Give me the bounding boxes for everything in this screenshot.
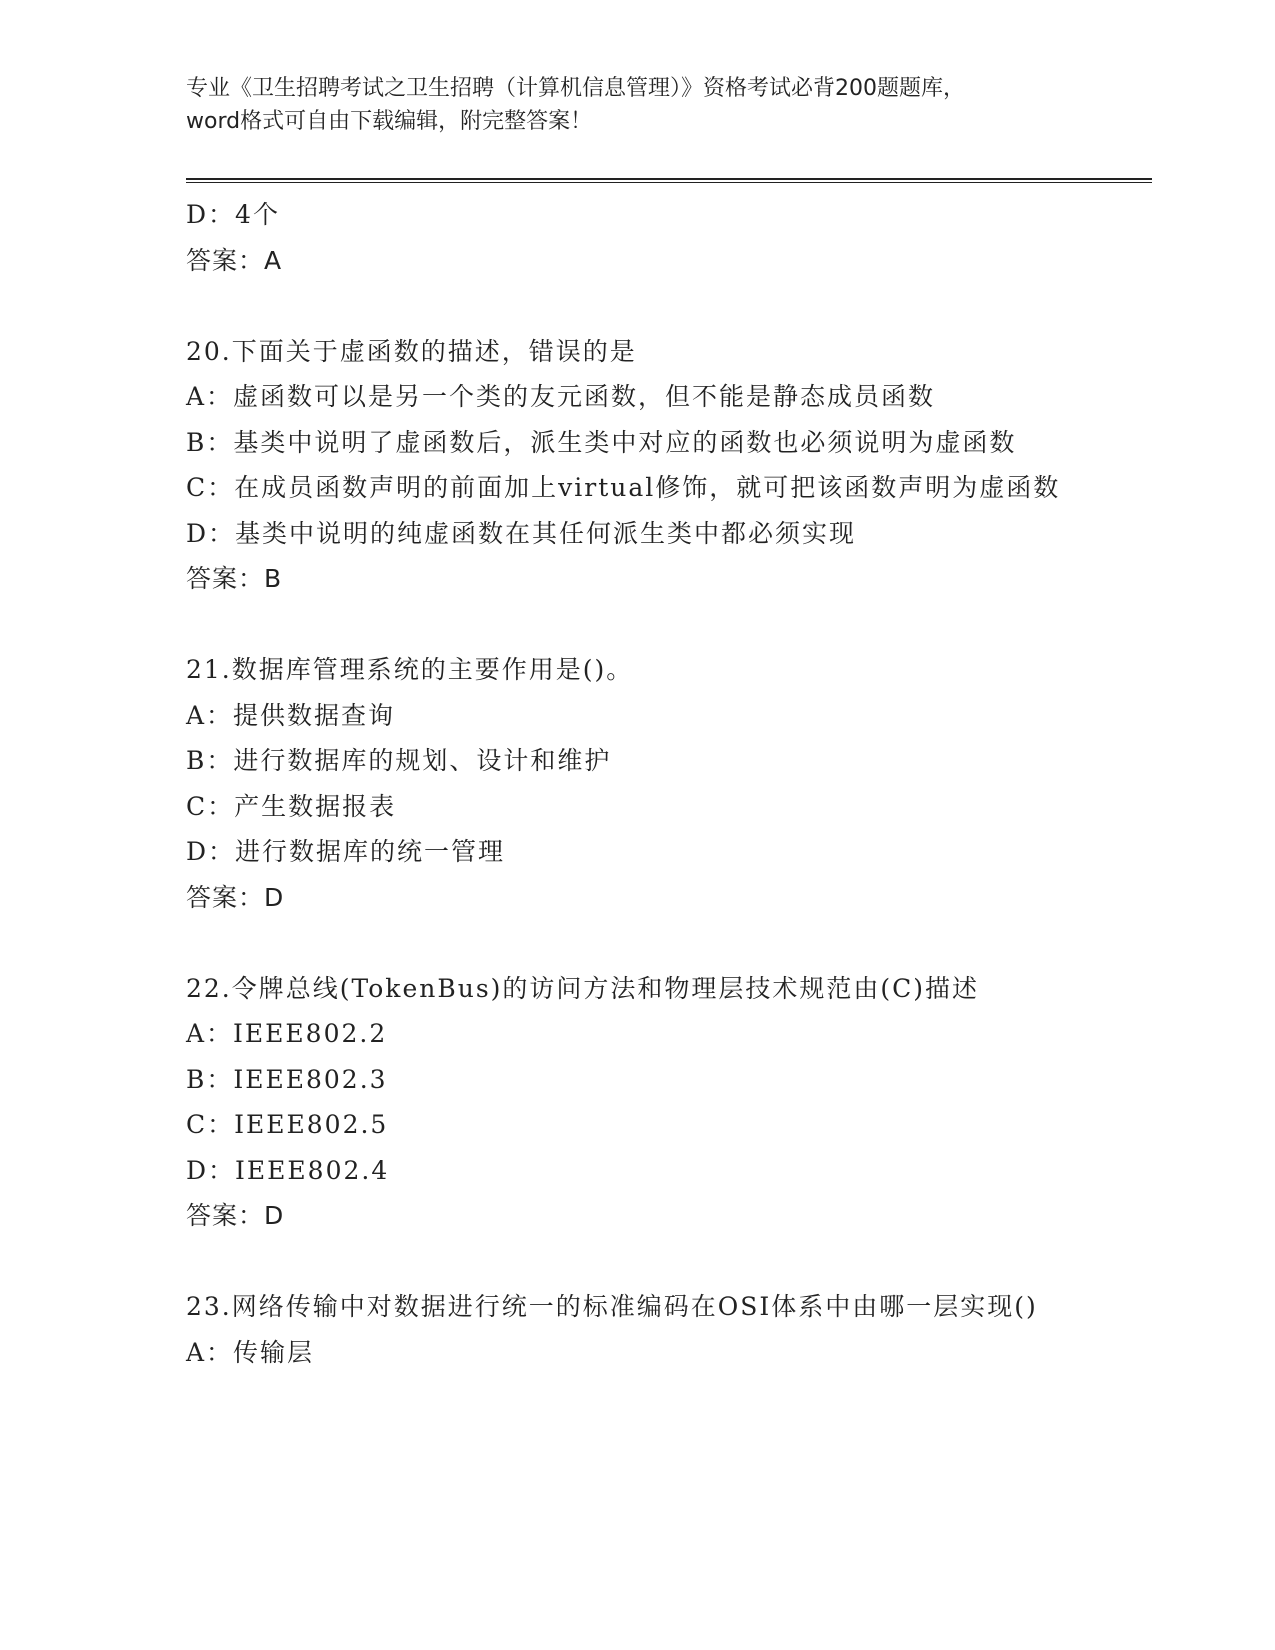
answer-line: 答案：A xyxy=(186,245,283,275)
option-d: D：基类中说明的纯虚函数在其任何派生类中都必须实现 xyxy=(186,518,857,548)
option-d: D：4个 xyxy=(186,200,280,229)
header-line-2: word格式可自由下载编辑，附完整答案！ xyxy=(186,109,593,134)
option-c: C：在成员函数声明的前面加上virtual修饰，就可把该函数声明为虚函数 xyxy=(186,473,1061,502)
document-header xyxy=(186,72,1086,138)
spacer xyxy=(186,283,1086,329)
option-c: C：IEEE802.5 xyxy=(186,1110,389,1139)
question-stem: 23.网络传输中对数据进行统一的标准编码在OSI体系中由哪一层实现() xyxy=(186,1292,1038,1321)
question-stem: 21.数据库管理系统的主要作用是()。 xyxy=(186,655,634,684)
option-a: A：IEEE802.2 xyxy=(186,1019,388,1048)
question-21 xyxy=(186,647,1086,920)
answer-line: 答案：B xyxy=(186,564,283,593)
question-22 xyxy=(186,966,1086,1239)
question-stem: 20.下面关于虚函数的描述，错误的是 xyxy=(186,336,637,366)
header-divider xyxy=(186,178,1152,183)
option-a: A：虚函数可以是另一个类的友元函数，但不能是静态成员函数 xyxy=(186,382,936,411)
option-b: B：进行数据库的规划、设计和维护 xyxy=(186,746,612,775)
option-d: D：IEEE802.4 xyxy=(186,1155,390,1185)
question-list xyxy=(186,192,1086,1375)
question-23 xyxy=(186,1284,1086,1375)
option-d: D：进行数据库的统一管理 xyxy=(186,837,506,866)
option-c: C：产生数据报表 xyxy=(186,791,397,821)
option-a: A：传输层 xyxy=(186,1337,315,1367)
answer-line: 答案：D xyxy=(186,1201,285,1230)
option-a: A：提供数据查询 xyxy=(186,700,396,730)
question-stem: 22.令牌总线(TokenBus)的访问方法和物理层技术规范由(C)描述 xyxy=(186,973,980,1003)
spacer xyxy=(186,920,1086,966)
option-b: B：基类中说明了虚函数后，派生类中对应的函数也必须说明为虚函数 xyxy=(186,427,1017,457)
answer-line: 答案：D xyxy=(186,882,285,912)
spacer xyxy=(186,602,1086,648)
question-20 xyxy=(186,329,1086,602)
spacer xyxy=(186,1239,1086,1285)
option-b: B：IEEE802.3 xyxy=(186,1064,388,1094)
header-line-1: 专业《卫生招聘考试之卫生招聘（计算机信息管理）》资格考试必背200题题库， xyxy=(186,76,965,101)
